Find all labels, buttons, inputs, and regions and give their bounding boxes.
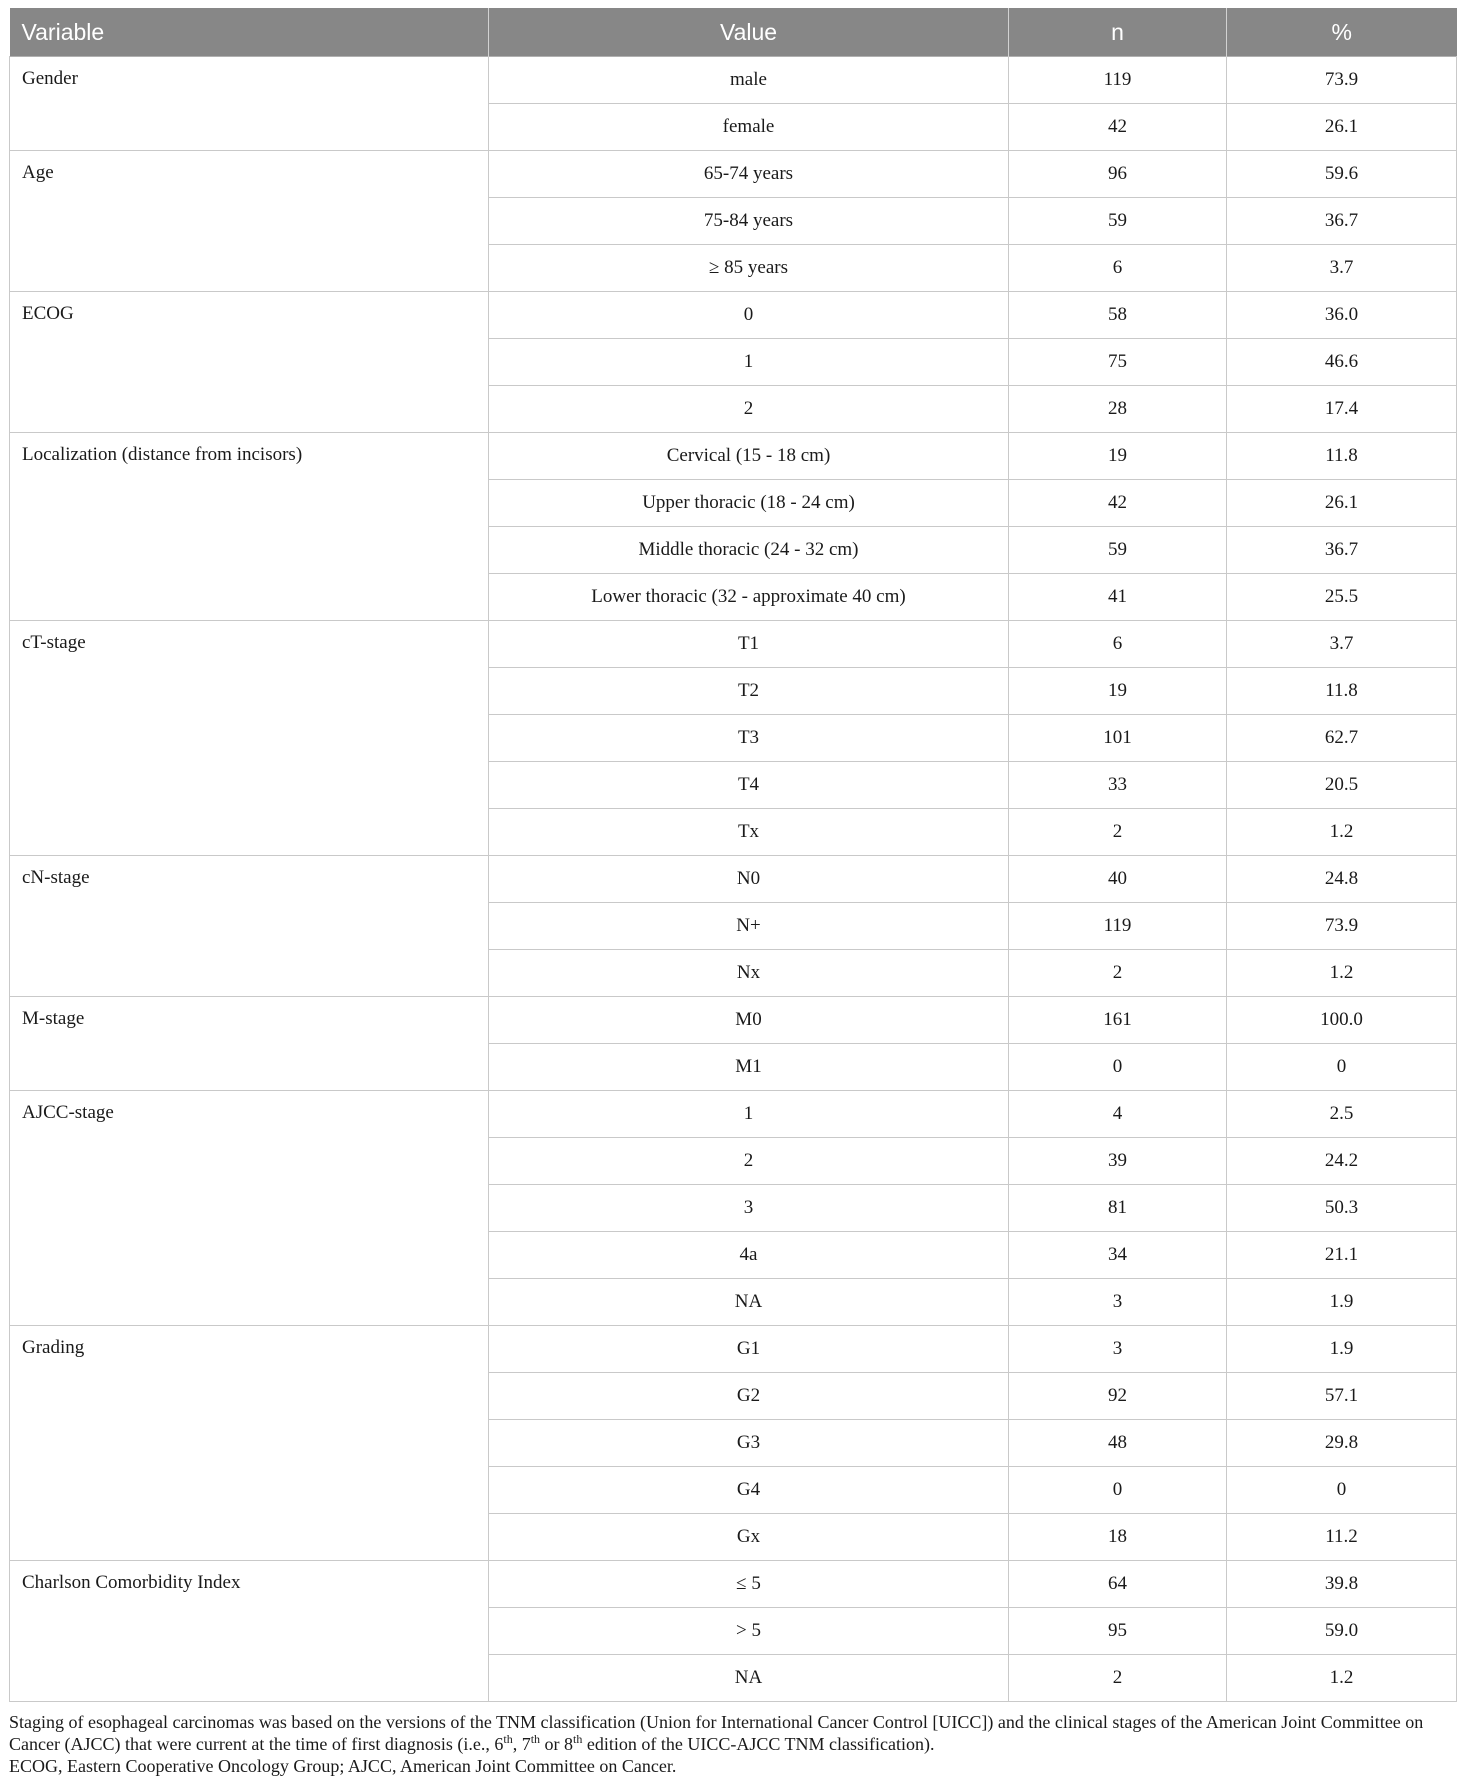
value-cell: T4 <box>489 762 1009 809</box>
percent-cell: 29.8 <box>1227 1420 1457 1467</box>
staging-footnote <box>9 1711 1456 1755</box>
percent-cell: 59.6 <box>1227 151 1457 198</box>
variable-cell: Gender <box>10 57 489 151</box>
percent-cell: 1.9 <box>1227 1326 1457 1373</box>
value-cell: 1 <box>489 1091 1009 1138</box>
value-cell: T2 <box>489 668 1009 715</box>
n-cell: 101 <box>1009 715 1227 762</box>
n-cell: 19 <box>1009 668 1227 715</box>
percent-cell: 36.0 <box>1227 292 1457 339</box>
percent-cell: 0 <box>1227 1467 1457 1514</box>
n-cell: 6 <box>1009 621 1227 668</box>
percent-cell: 36.7 <box>1227 527 1457 574</box>
n-cell: 161 <box>1009 997 1227 1044</box>
table-row <box>10 1091 1457 1138</box>
n-cell: 42 <box>1009 480 1227 527</box>
value-cell: 0 <box>489 292 1009 339</box>
footnote-sup: th <box>530 1732 541 1746</box>
n-cell: 39 <box>1009 1138 1227 1185</box>
table-row <box>10 997 1457 1044</box>
percent-cell: 2.5 <box>1227 1091 1457 1138</box>
variable-cell: Charlson Comorbidity Index <box>10 1561 489 1702</box>
percent-cell: 1.2 <box>1227 1655 1457 1702</box>
n-cell: 0 <box>1009 1044 1227 1091</box>
table-row <box>10 1561 1457 1608</box>
n-cell: 75 <box>1009 339 1227 386</box>
header-n: n <box>1009 8 1227 57</box>
percent-cell: 26.1 <box>1227 104 1457 151</box>
value-cell: M0 <box>489 997 1009 1044</box>
n-cell: 119 <box>1009 903 1227 950</box>
table-row <box>10 433 1457 480</box>
value-cell: 1 <box>489 339 1009 386</box>
n-cell: 34 <box>1009 1232 1227 1279</box>
footnote-text: or 8 <box>540 1734 574 1754</box>
value-cell: male <box>489 57 1009 104</box>
variable-cell: Localization (distance from incisors) <box>10 433 489 621</box>
value-cell: Upper thoracic (18 - 24 cm) <box>489 480 1009 527</box>
percent-cell: 39.8 <box>1227 1561 1457 1608</box>
percent-cell: 36.7 <box>1227 198 1457 245</box>
table-footnotes <box>9 1711 1456 1777</box>
percent-cell: 24.2 <box>1227 1138 1457 1185</box>
n-cell: 18 <box>1009 1514 1227 1561</box>
table-header-row <box>10 8 1457 57</box>
n-cell: 2 <box>1009 1655 1227 1702</box>
footnote-sup: th <box>573 1732 583 1746</box>
variable-cell: cN-stage <box>10 856 489 997</box>
n-cell: 48 <box>1009 1420 1227 1467</box>
percent-cell: 17.4 <box>1227 386 1457 433</box>
n-cell: 19 <box>1009 433 1227 480</box>
header-value: Value <box>489 8 1009 57</box>
n-cell: 2 <box>1009 950 1227 997</box>
n-cell: 96 <box>1009 151 1227 198</box>
n-cell: 41 <box>1009 574 1227 621</box>
n-cell: 40 <box>1009 856 1227 903</box>
n-cell: 6 <box>1009 245 1227 292</box>
percent-cell: 50.3 <box>1227 1185 1457 1232</box>
value-cell: ≤ 5 <box>489 1561 1009 1608</box>
value-cell: > 5 <box>489 1608 1009 1655</box>
percent-cell: 62.7 <box>1227 715 1457 762</box>
n-cell: 33 <box>1009 762 1227 809</box>
n-cell: 92 <box>1009 1373 1227 1420</box>
table-row <box>10 151 1457 198</box>
value-cell: G3 <box>489 1420 1009 1467</box>
value-cell: 3 <box>489 1185 1009 1232</box>
abbreviations-footnote: ECOG, Eastern Cooperative Oncology Group; AJCC, American Joint Committee on Cancer. <box>9 1756 677 1776</box>
value-cell: Gx <box>489 1514 1009 1561</box>
table-row <box>10 856 1457 903</box>
n-cell: 2 <box>1009 809 1227 856</box>
variable-cell: ECOG <box>10 292 489 433</box>
value-cell: NA <box>489 1279 1009 1326</box>
percent-cell: 1.9 <box>1227 1279 1457 1326</box>
value-cell: G1 <box>489 1326 1009 1373</box>
value-cell: 2 <box>489 386 1009 433</box>
document <box>9 8 1456 1777</box>
n-cell: 0 <box>1009 1467 1227 1514</box>
variable-cell: cT-stage <box>10 621 489 856</box>
value-cell: M1 <box>489 1044 1009 1091</box>
percent-cell: 46.6 <box>1227 339 1457 386</box>
percent-cell: 26.1 <box>1227 480 1457 527</box>
n-cell: 42 <box>1009 104 1227 151</box>
percent-cell: 11.8 <box>1227 433 1457 480</box>
value-cell: 2 <box>489 1138 1009 1185</box>
n-cell: 119 <box>1009 57 1227 104</box>
variable-cell: AJCC-stage <box>10 1091 489 1326</box>
n-cell: 64 <box>1009 1561 1227 1608</box>
value-cell: G2 <box>489 1373 1009 1420</box>
percent-cell: 24.8 <box>1227 856 1457 903</box>
value-cell: N+ <box>489 903 1009 950</box>
percent-cell: 3.7 <box>1227 245 1457 292</box>
value-cell: NA <box>489 1655 1009 1702</box>
value-cell: T3 <box>489 715 1009 762</box>
value-cell: Middle thoracic (24 - 32 cm) <box>489 527 1009 574</box>
percent-cell: 1.2 <box>1227 950 1457 997</box>
value-cell: Tx <box>489 809 1009 856</box>
table-row <box>10 621 1457 668</box>
table-body <box>10 57 1457 1702</box>
value-cell: 4a <box>489 1232 1009 1279</box>
n-cell: 59 <box>1009 527 1227 574</box>
percent-cell: 73.9 <box>1227 57 1457 104</box>
n-cell: 3 <box>1009 1326 1227 1373</box>
percent-cell: 59.0 <box>1227 1608 1457 1655</box>
value-cell: T1 <box>489 621 1009 668</box>
patient-characteristics-table <box>9 8 1457 1702</box>
value-cell: 75-84 years <box>489 198 1009 245</box>
percent-cell: 21.1 <box>1227 1232 1457 1279</box>
footnote-text: Staging of esophageal carcinomas was based on the versions of the TNM classification (Union for International Cancer Control [UICC]) and the clinical stages of the American Joint Committee on Cancer (AJCC) that were current at the time of first diagnosis (i.e., 6 <box>9 1712 1424 1754</box>
percent-cell: 73.9 <box>1227 903 1457 950</box>
header-percent: % <box>1227 8 1457 57</box>
percent-cell: 57.1 <box>1227 1373 1457 1420</box>
footnote-text: edition of the UICC-AJCC TNM classification). <box>582 1734 935 1754</box>
n-cell: 95 <box>1009 1608 1227 1655</box>
footnote-text: , 7 <box>512 1734 531 1754</box>
variable-cell: M-stage <box>10 997 489 1091</box>
n-cell: 3 <box>1009 1279 1227 1326</box>
value-cell: G4 <box>489 1467 1009 1514</box>
table-row <box>10 57 1457 104</box>
table-row <box>10 1326 1457 1373</box>
n-cell: 28 <box>1009 386 1227 433</box>
n-cell: 58 <box>1009 292 1227 339</box>
table-row <box>10 292 1457 339</box>
percent-cell: 1.2 <box>1227 809 1457 856</box>
value-cell: ≥ 85 years <box>489 245 1009 292</box>
footnote-sup: th <box>503 1732 513 1746</box>
n-cell: 81 <box>1009 1185 1227 1232</box>
percent-cell: 3.7 <box>1227 621 1457 668</box>
n-cell: 59 <box>1009 198 1227 245</box>
value-cell: Cervical (15 - 18 cm) <box>489 433 1009 480</box>
percent-cell: 11.2 <box>1227 1514 1457 1561</box>
percent-cell: 100.0 <box>1227 997 1457 1044</box>
percent-cell: 25.5 <box>1227 574 1457 621</box>
header-variable: Variable <box>10 8 489 57</box>
value-cell: Nx <box>489 950 1009 997</box>
variable-cell: Age <box>10 151 489 292</box>
percent-cell: 20.5 <box>1227 762 1457 809</box>
value-cell: female <box>489 104 1009 151</box>
percent-cell: 0 <box>1227 1044 1457 1091</box>
percent-cell: 11.8 <box>1227 668 1457 715</box>
n-cell: 4 <box>1009 1091 1227 1138</box>
variable-cell: Grading <box>10 1326 489 1561</box>
value-cell: Lower thoracic (32 - approximate 40 cm) <box>489 574 1009 621</box>
value-cell: N0 <box>489 856 1009 903</box>
value-cell: 65-74 years <box>489 151 1009 198</box>
